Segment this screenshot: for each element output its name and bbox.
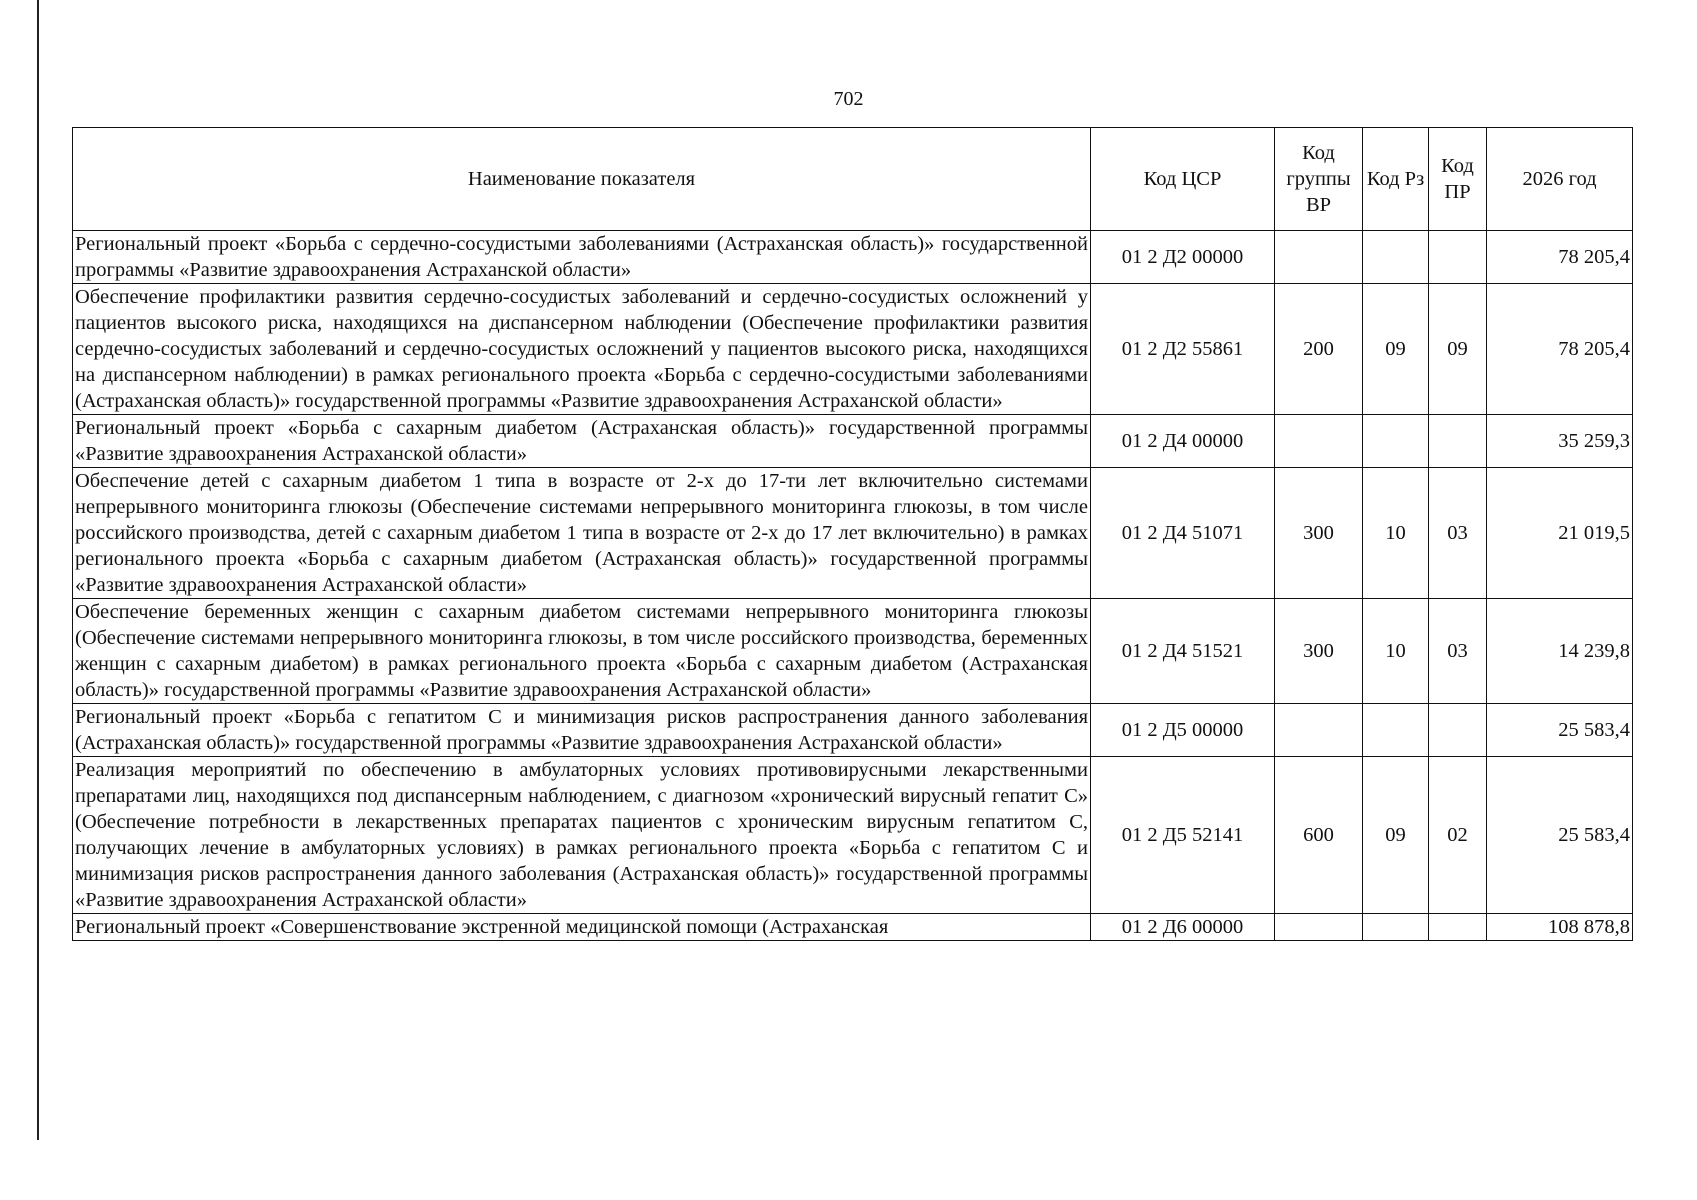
table-row — [73, 468, 1633, 599]
row-pr: 03 — [1429, 468, 1487, 599]
header-rz: Код Рз — [1363, 128, 1429, 231]
table-row — [73, 231, 1633, 284]
row-pr — [1429, 704, 1487, 757]
row-rz — [1363, 231, 1429, 284]
row-pr: 03 — [1429, 599, 1487, 704]
row-name: Обеспечение детей с сахарным диабетом 1 типа в возрасте от 2-х до 17-ти лет включительно системами непрерывного мониторинга глюкозы (Обеспечение системами непрерывного мониторинга глюкозы, в том числе российского производства, детей с сахарным диабетом 1 типа в возрасте от 2-х до 17 лет включительно) в рамках регионального проекта «Борьба с сахарным диабетом (Астраханская область)» государственной программы «Развитие здравоохранения Астраханской области» — [73, 468, 1091, 599]
table-row — [73, 415, 1633, 468]
row-vr: 300 — [1275, 468, 1363, 599]
row-rz: 10 — [1363, 468, 1429, 599]
row-pr — [1429, 231, 1487, 284]
table-row — [73, 757, 1633, 914]
row-rz — [1363, 704, 1429, 757]
row-amount: 35 259,3 — [1487, 415, 1633, 468]
row-vr — [1275, 231, 1363, 284]
header-pr: Код ПР — [1429, 128, 1487, 231]
header-name: Наименование показателя — [73, 128, 1091, 231]
table-row — [73, 284, 1633, 415]
header-csr: Код ЦСР — [1091, 128, 1275, 231]
row-amount: 108 878,8 — [1487, 914, 1633, 941]
row-rz — [1363, 415, 1429, 468]
table-header-row — [73, 128, 1633, 231]
row-csr: 01 2 Д4 51071 — [1091, 468, 1275, 599]
row-name: Региональный проект «Борьба с сердечно-сосудистыми заболеваниями (Астраханская область)» государственной программы «Развитие здравоохранения Астраханской области» — [73, 231, 1091, 284]
row-name: Реализация мероприятий по обеспечению в амбулаторных условиях противовирусными лекарственными препаратами лиц, находящихся под диспансерным наблюдением, с диагнозом «хронический вирусный гепатит С» (Обеспечение потребности в лекарственных препаратах пациентов с хроническим вирусным гепатитом С, получающих лечение в амбулаторных условиях) в рамках регионального проекта «Борьба с гепатитом С и минимизация рисков распространения данного заболевания (Астраханская область)» государственной программы «Развитие здравоохранения Астраханской области» — [73, 757, 1091, 914]
row-amount: 25 583,4 — [1487, 757, 1633, 914]
row-name: Региональный проект «Совершенствование экстренной медицинской помощи (Астраханская — [73, 914, 1091, 941]
row-vr — [1275, 415, 1363, 468]
row-rz: 10 — [1363, 599, 1429, 704]
row-csr: 01 2 Д4 00000 — [1091, 415, 1275, 468]
row-pr: 02 — [1429, 757, 1487, 914]
table-row — [73, 599, 1633, 704]
page-number: 702 — [833, 88, 864, 110]
row-name: Обеспечение беременных женщин с сахарным диабетом системами непрерывного мониторинга глюкозы (Обеспечение системами непрерывного мониторинга глюкозы, в том числе российского производства, беременных женщин с сахарным диабетом) в рамках регионального проекта «Борьба с сахарным диабетом (Астраханская область)» государственной программы «Развитие здравоохранения Астраханской области» — [73, 599, 1091, 704]
row-pr — [1429, 914, 1487, 941]
row-pr: 09 — [1429, 284, 1487, 415]
table-row — [73, 914, 1633, 941]
row-csr: 01 2 Д5 52141 — [1091, 757, 1275, 914]
row-csr: 01 2 Д4 51521 — [1091, 599, 1275, 704]
row-csr: 01 2 Д6 00000 — [1091, 914, 1275, 941]
row-amount: 21 019,5 — [1487, 468, 1633, 599]
row-name: Региональный проект «Борьба с сахарным диабетом (Астраханская область)» государственной программы «Развитие здравоохранения Астраханской области» — [73, 415, 1091, 468]
row-csr: 01 2 Д5 00000 — [1091, 704, 1275, 757]
row-name: Обеспечение профилактики развития сердечно-сосудистых заболеваний и сердечно-сосудистых осложнений у пациентов высокого риска, находящихся на диспансерном наблюдении (Обеспечение профилактики развития сердечно-сосудистых заболеваний и сердечно-сосудистых осложнений у пациентов высокого риска, находящихся на диспансерном наблюдении) в рамках регионального проекта «Борьба с сердечно-сосудистыми заболеваниями (Астраханская область)» государственной программы «Развитие здравоохранения Астраханской области» — [73, 284, 1091, 415]
row-vr: 600 — [1275, 757, 1363, 914]
row-amount: 14 239,8 — [1487, 599, 1633, 704]
table-row — [73, 704, 1633, 757]
row-amount: 78 205,4 — [1487, 231, 1633, 284]
header-vr: Код группы ВР — [1275, 128, 1363, 231]
header-year: 2026 год — [1487, 128, 1633, 231]
row-rz: 09 — [1363, 757, 1429, 914]
row-vr — [1275, 914, 1363, 941]
row-csr: 01 2 Д2 00000 — [1091, 231, 1275, 284]
row-name: Региональный проект «Борьба с гепатитом С и минимизация рисков распространения данного заболевания (Астраханская область)» государственной программы «Развитие здравоохранения Астраханской области» — [73, 704, 1091, 757]
page-margin-line — [37, 0, 39, 1140]
row-pr — [1429, 415, 1487, 468]
row-vr — [1275, 704, 1363, 757]
row-amount: 25 583,4 — [1487, 704, 1633, 757]
row-vr: 300 — [1275, 599, 1363, 704]
budget-table — [72, 127, 1633, 941]
row-amount: 78 205,4 — [1487, 284, 1633, 415]
row-csr: 01 2 Д2 55861 — [1091, 284, 1275, 415]
row-rz — [1363, 914, 1429, 941]
row-rz: 09 — [1363, 284, 1429, 415]
row-vr: 200 — [1275, 284, 1363, 415]
